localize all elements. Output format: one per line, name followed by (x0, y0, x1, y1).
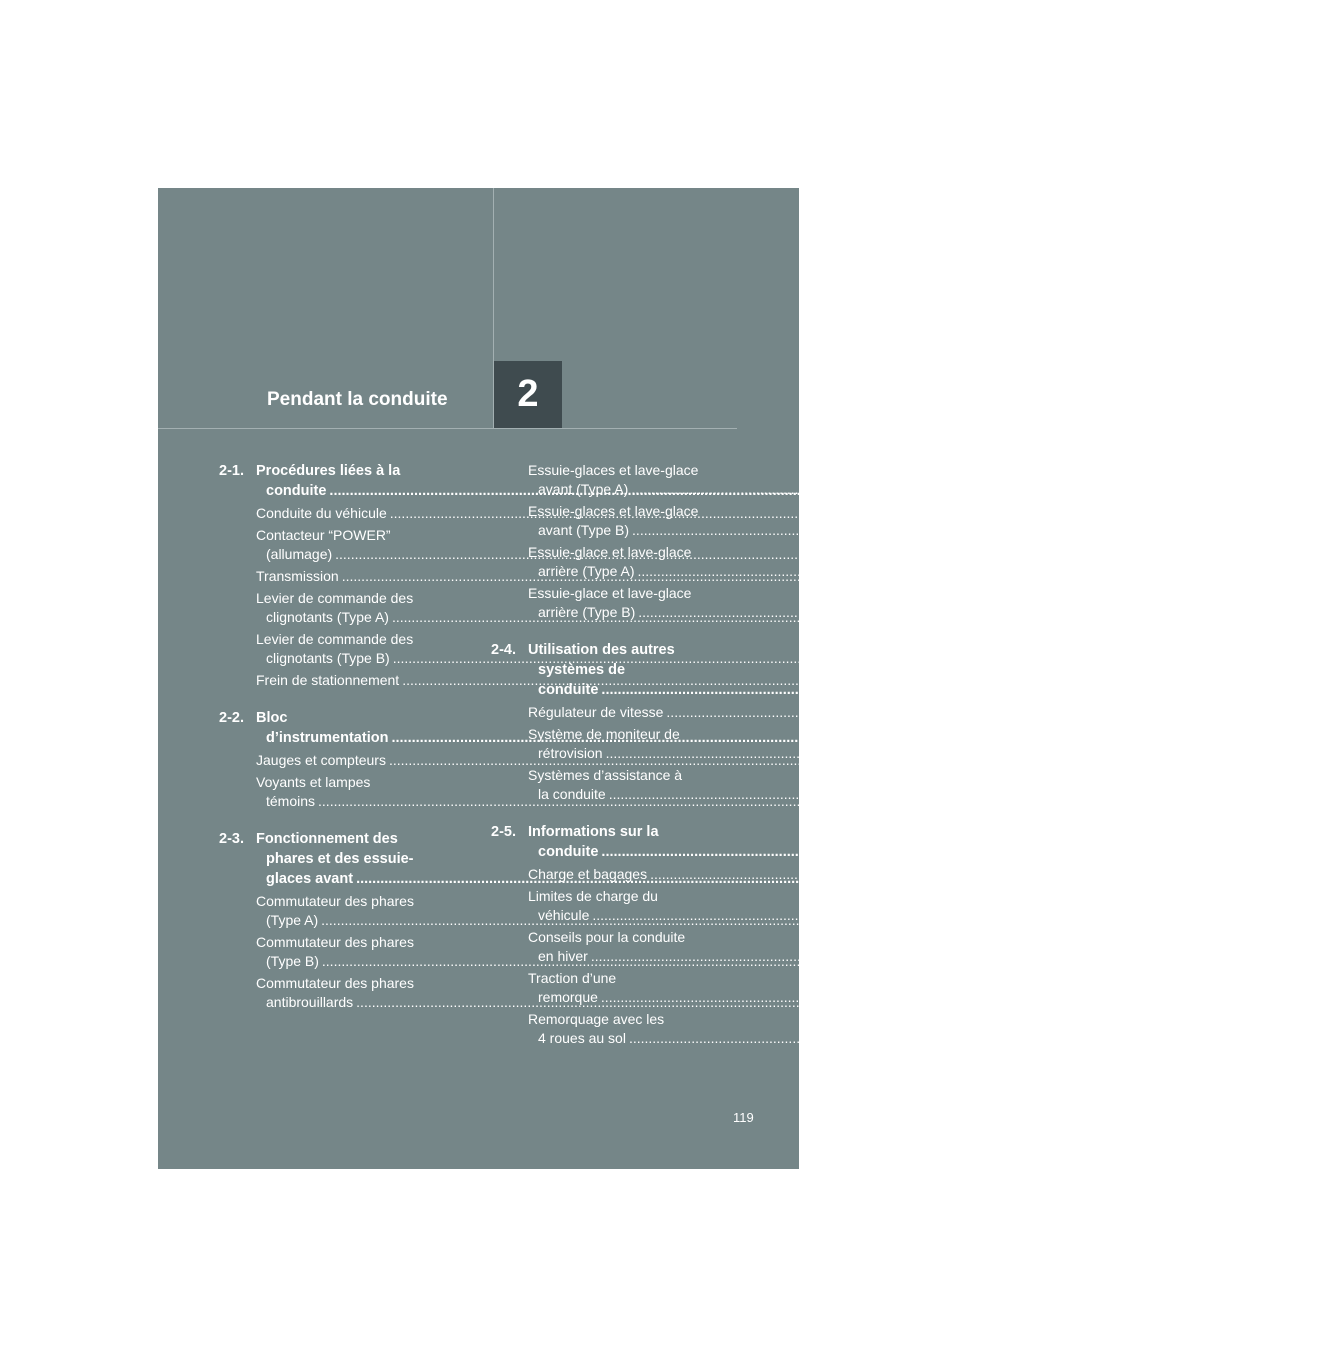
section-gap (219, 811, 466, 829)
entry-title-line: Conseils pour la conduite (528, 929, 686, 945)
page-number: 119 (733, 1110, 754, 1125)
entry-text: la conduite (538, 786, 606, 802)
page-ref: 167 (1242, 745, 1266, 761)
section-heading (491, 822, 1286, 862)
page-ref: 150 (1015, 871, 1040, 887)
section-number: 2-4. (491, 642, 516, 658)
entry-title-line: Essuie-glace et lave-glace (528, 544, 692, 560)
section-title-line: Informations sur la (528, 824, 659, 840)
section-title-line: Utilisation des autres (528, 642, 675, 658)
section-link[interactable] (528, 842, 1285, 862)
entry-title-line: Limites de charge du (528, 888, 658, 904)
entry-text: rétrovision (538, 745, 603, 761)
dot-leader (591, 947, 1225, 966)
dot-leader (592, 906, 1226, 925)
dot-leader (609, 785, 1243, 804)
page-ref: 142 (1039, 672, 1063, 688)
section-title-line: systèmes de (538, 662, 626, 678)
section-link[interactable] (528, 680, 1285, 700)
chapter-title: Pendant la conduite (267, 389, 448, 410)
page-ref: 143 (1051, 730, 1076, 746)
chapter-number: 2 (517, 373, 539, 415)
toc-entry-link[interactable] (528, 521, 1293, 540)
page-ref: 153 (958, 953, 983, 969)
page-ref: 173 (1261, 844, 1286, 860)
dot-leader (637, 562, 1271, 581)
entry-title-line: Remorquage avec les (528, 1011, 665, 1027)
entry-text: remorque (538, 989, 598, 1005)
section-number: 2-2. (219, 710, 244, 726)
entry-text: avant (Type B) (538, 522, 630, 538)
section-title-line: Procédures liées à la (256, 463, 401, 479)
entry-title-line: Essuie-glaces et lave-glace (528, 503, 699, 519)
page-ref: 141 (1029, 650, 1054, 666)
entry-title-line: Commutateur des phares (256, 975, 414, 991)
entry-text: arrière (Type A) (538, 563, 635, 579)
section-title (528, 640, 1285, 700)
page-ref: 146 (955, 793, 979, 809)
entry-title-line: Commutateur des phares (256, 893, 414, 909)
page-ref: 164 (1303, 704, 1327, 720)
page-ref: 160 (1269, 522, 1293, 538)
dot-leader (638, 603, 1272, 622)
section-gap (491, 622, 739, 640)
section-number: 2-1. (219, 463, 244, 479)
section-number: 2-5. (491, 824, 516, 840)
entry-text: d’instrumentation (266, 730, 389, 746)
dot-leader (606, 744, 1240, 763)
page-ref: 156 (993, 994, 1017, 1010)
dot-leader (629, 1029, 1263, 1048)
entry-text: avant (Type A) (538, 481, 629, 497)
page-ref: 177 (1227, 948, 1252, 964)
entry-text: clignotants (Type B) (266, 650, 390, 666)
entry-text: antibrouillards (266, 994, 354, 1010)
section-title-line: Bloc (256, 710, 288, 726)
entry-text: témoins (266, 793, 316, 809)
entry-text: véhicule (538, 907, 590, 923)
page-ref: 164 (1261, 682, 1286, 698)
page-ref: 158 (1268, 481, 1292, 497)
dot-leader (631, 480, 1265, 499)
page-ref: 182 (1265, 1030, 1290, 1046)
entry-text: (Type A) (266, 912, 319, 928)
entry-text: conduite (538, 682, 599, 698)
page-ref: 173 (1287, 866, 1311, 882)
section-number: 2-3. (219, 831, 244, 847)
entry-text: arrière (Type B) (538, 604, 636, 620)
entry-title-line: Traction d’une (528, 970, 617, 986)
entry-title-line: Voyants et lampes (256, 774, 371, 790)
toc-entry (528, 703, 1327, 722)
entry-title-line: Levier de commande des (256, 590, 414, 606)
page-ref: 150 (958, 912, 982, 928)
entry-text: Régulateur de vitesse (528, 704, 664, 720)
page-ref: 120 (1026, 505, 1051, 521)
entry-title-line: Contacteur “POWER” (256, 527, 391, 543)
section-title-line: Fonctionnement des (256, 831, 398, 847)
entry-text: 4 roues au sol (538, 1030, 626, 1046)
section-gap (219, 690, 466, 708)
dot-leader (650, 865, 1284, 884)
entry-title-line: Système de moniteur de (528, 726, 680, 742)
page-ref: 162 (1274, 563, 1298, 579)
dot-leader (601, 842, 1258, 862)
page-ref: 130 (972, 546, 996, 562)
page-ref: 120 (989, 483, 1014, 499)
page-ref: 170 (1245, 786, 1270, 802)
page-ref: 136 (978, 568, 1003, 584)
dot-leader (601, 680, 1258, 700)
entry-text: Jauges et compteurs (256, 752, 386, 768)
entry-title-line: Essuie-glaces et lave-glace (528, 462, 699, 478)
entry-text: (Type B) (266, 953, 319, 969)
entry-text: Transmission (256, 568, 339, 584)
entry-text: conduite (266, 483, 327, 499)
dot-leader (601, 988, 1235, 1007)
entry-text: Conduite du véhicule (256, 505, 387, 521)
entry-text: conduite (538, 844, 599, 860)
dot-leader (666, 703, 1300, 722)
section-title (528, 822, 1285, 862)
toc-entry-link[interactable] (528, 1029, 1290, 1048)
chapter-number-tab (494, 361, 562, 428)
entry-text: Frein de stationnement (256, 672, 400, 688)
entry-text: en hiver (538, 948, 588, 964)
entry-title-line: Commutateur des phares (256, 934, 414, 950)
entry-text: clignotants (Type A) (266, 609, 389, 625)
page-ref: 181 (1237, 989, 1262, 1005)
toc-entry-link[interactable] (528, 703, 1327, 722)
dot-leader (632, 521, 1266, 540)
entry-text: Charge et bagages (528, 866, 648, 882)
page-ref: 140 (1028, 609, 1053, 625)
entry-title-line: Levier de commande des (256, 631, 414, 647)
page-ref: 163 (1275, 604, 1299, 620)
page-ref: 176 (1229, 907, 1253, 923)
entry-title-line: Systèmes d’assistance à (528, 767, 683, 783)
horizontal-divider (158, 428, 737, 429)
entry-title-line: Essuie-glace et lave-glace (528, 585, 692, 601)
toc-entry (528, 1010, 1290, 1048)
section-gap (491, 804, 739, 822)
section-title-line: phares et des essuie- (266, 851, 414, 867)
entry-text: (allumage) (266, 546, 333, 562)
page-ref: 143 (1025, 752, 1050, 768)
entry-text: glaces avant (266, 871, 354, 887)
